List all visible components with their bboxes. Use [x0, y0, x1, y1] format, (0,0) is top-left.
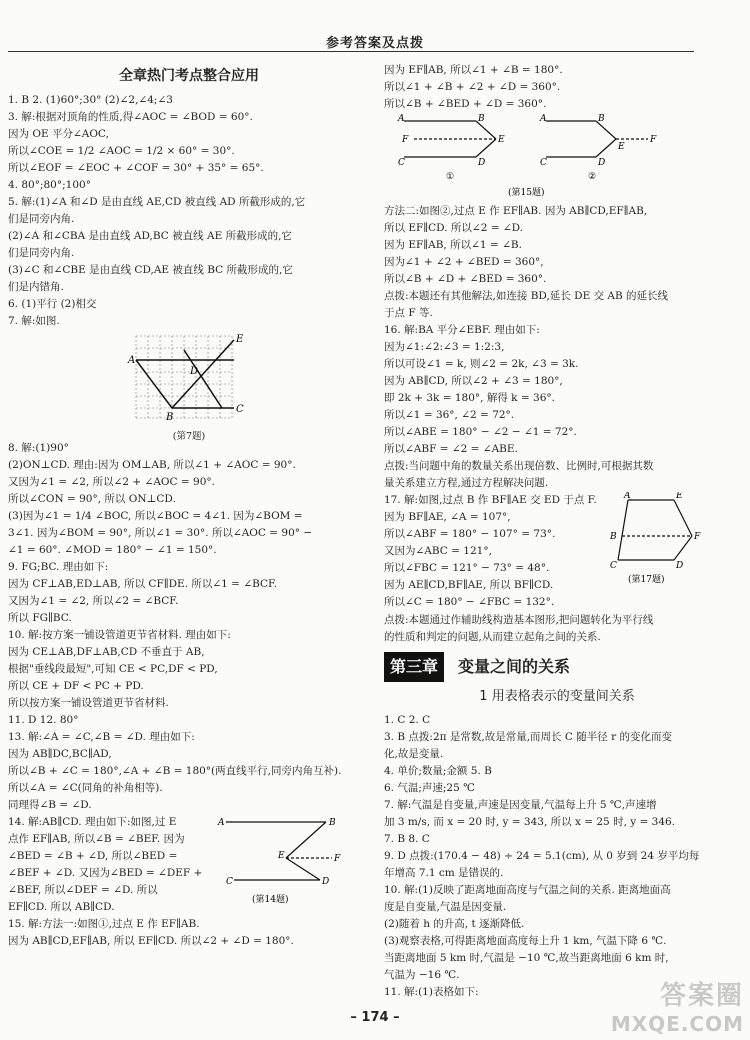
- text-line: 所以∠C = 180° − ∠FBC = 132°.: [384, 596, 555, 608]
- text-line: 点拨:本题还有其他解法,如连接 BD,延长 DE 交 AB 的延长线: [384, 290, 669, 302]
- text-line: 点拨:当问题中角的数量关系出现倍数、比例时,可根据其数: [384, 460, 654, 472]
- figure-7-caption: (第7题): [172, 431, 206, 442]
- text-line: 5. 解:(1)∠A 和∠D 是由直线 AE,CD 被直线 AD 所截形成的,它: [8, 196, 306, 208]
- svg-text:E: E: [236, 334, 244, 345]
- text-line: 所以∠A = ∠C(同角的补角相等).: [8, 782, 163, 794]
- text-line: (2)∠A 和∠CBA 是由直线 AD,BC 被直线 AE 所截形成的,它: [8, 230, 292, 242]
- text-line: 11. D 12. 80°: [8, 714, 79, 726]
- svg-text:E: E: [618, 142, 625, 152]
- text-line: 所以可设∠1 = k, 则∠2 = 2k, ∠3 = 3k.: [384, 358, 579, 370]
- text-line: 所以 FG∥BC.: [8, 612, 72, 624]
- text-line: 量关系建立方程,通过方程解决问题.: [384, 477, 549, 489]
- figure-14: [216, 814, 366, 914]
- text-line: 10. 解:(1)反映了距离地面高度与气温之间的关系. 距离地面高: [384, 884, 671, 896]
- figure-15: [384, 113, 730, 203]
- text-line: 于点 F 等.: [384, 307, 433, 319]
- svg-text:D: D: [190, 366, 199, 377]
- svg-text:D: D: [478, 158, 486, 168]
- left-block-a: [8, 92, 370, 330]
- text-line: 又因为∠1 = ∠2, 所以∠2 = ∠BCF.: [8, 595, 179, 607]
- text-line: 年增高 7.1 cm 是错误的.: [384, 867, 504, 879]
- text-line: 所以∠B + ∠C = 180°,∠A + ∠B = 180°(两直线平行,同旁内角互补).: [8, 765, 342, 777]
- watermark-line1: 答案圈: [659, 981, 744, 1011]
- svg-text:B: B: [166, 412, 174, 423]
- text-line: 所以∠1 + ∠B + ∠2 + ∠D = 360°.: [384, 81, 561, 93]
- text-line: 所以 CE + DF < PC + PD.: [8, 680, 144, 692]
- text-line: 气温为 −16 ℃.: [384, 969, 460, 981]
- header-rule: [8, 51, 694, 52]
- svg-text:F: F: [650, 135, 657, 145]
- text-line: 10. 解:按方案一铺设管道更节省材料. 理由如下:: [8, 629, 231, 641]
- svg-text:D: D: [322, 877, 330, 887]
- text-line: 11. 解:(1)表格如下:: [384, 986, 479, 998]
- left-block-14: [8, 814, 218, 916]
- text-line: 的性质和判定的问题,从而建立起角之间的关系.: [384, 631, 601, 643]
- figure-17: [610, 492, 730, 592]
- text-line: 所以 EF∥CD. 所以∠2 = ∠D.: [384, 222, 524, 234]
- figure-17-caption: (第17题): [628, 575, 665, 585]
- svg-text:A: A: [398, 114, 405, 124]
- text-line: 因为 AB∥CD,EF∥AB, 所以 EF∥CD. 所以∠2 + ∠D = 180°.: [8, 935, 294, 947]
- text-line: 3∠1. 因为∠BOM = 90°, 所以∠1 = 30°. 所以∠AOC = 90° −: [8, 527, 313, 539]
- svg-text:E: E: [676, 492, 683, 501]
- right-block-b: [384, 203, 730, 492]
- svg-text:A: A: [624, 492, 631, 501]
- chapter-title: 变量之间的关系: [458, 657, 571, 676]
- text-line: 同理得∠B = ∠D.: [8, 799, 92, 811]
- text-line: 15. 解:方法一:如图①,过点 E 作 EF∥AB.: [8, 918, 200, 930]
- text-line: 所以∠ABF = 180° − 107° = 73°.: [384, 528, 556, 540]
- text-line: 因为 AB∥CD, 所以∠2 + ∠3 = 180°,: [384, 375, 563, 387]
- text-line: 所以∠B + ∠BED + ∠D = 360°.: [384, 98, 547, 110]
- text-line: 所以∠COE = 1/2 ∠AOC = 1/2 × 60° = 30°.: [8, 145, 235, 157]
- chapter-number: 第三章: [384, 652, 444, 682]
- text-line: 7. B 8. C: [384, 833, 430, 845]
- svg-text:E: E: [498, 135, 505, 145]
- text-line: 所以∠ABF = ∠2 = ∠ABE.: [384, 443, 518, 455]
- svg-text:B: B: [610, 532, 617, 542]
- svg-text:C: C: [540, 158, 547, 168]
- text-line: 所以∠EOF = ∠EOC + ∠COF = 30° + 35° = 65°.: [8, 162, 264, 174]
- text-line: ∠BEF, 所以∠DEF = ∠D. 所以: [8, 884, 158, 896]
- text-line: 8. 解:(1)90°: [8, 442, 69, 454]
- svg-text:C: C: [236, 404, 244, 415]
- problem-17: [384, 492, 730, 612]
- left-column: [8, 62, 370, 950]
- text-line: (3)观察表格,可得距离地面高度每上升 1 km, 气温下降 6 ℃.: [384, 935, 667, 947]
- svg-text:A: A: [540, 114, 547, 124]
- text-line: ∠BED = ∠B + ∠D, 所以∠BED =: [8, 850, 178, 862]
- text-line: ∠1 = 60°. ∠MOD = 180° − ∠1 = 150°.: [8, 544, 217, 556]
- text-line: (3)因为∠1 = 1/4 ∠BOC, 所以∠BOC = 4∠1. 因为∠BOM =: [8, 510, 303, 522]
- text-line: 又因为∠1 = ∠2, 所以∠2 + ∠AOC = 90°.: [8, 476, 216, 488]
- watermark-line2: MXQE.COM: [610, 1012, 744, 1036]
- text-line: 因为∠1:∠2:∠3 = 1:2:3,: [384, 341, 505, 353]
- svg-text:F: F: [334, 854, 341, 864]
- text-line: 们是同旁内角.: [8, 213, 75, 225]
- text-line: 9. FG;BC. 理由如下:: [8, 561, 109, 573]
- text-line: 4. 单价;数量;金额 5. B: [384, 765, 492, 777]
- text-line: 化,故是变量.: [384, 748, 444, 760]
- svg-text:D: D: [676, 561, 684, 571]
- text-line: 4. 80°;80°;100°: [8, 179, 91, 191]
- text-line: 所以∠ABE = 180° − ∠2 − ∠1 = 72°.: [384, 426, 577, 438]
- text-line: 所以∠FBC = 121° − 73° = 48°.: [384, 562, 550, 574]
- left-heading: 全章热门考点整合应用: [119, 68, 259, 84]
- text-line: 16. 解:BA 平分∠EBF. 理由如下:: [384, 324, 540, 336]
- svg-text:F: F: [402, 135, 409, 145]
- svg-text:C: C: [610, 561, 617, 571]
- left-block-c: [8, 916, 370, 950]
- text-line: 6. (1)平行 (2)相交: [8, 298, 97, 310]
- figure-15-caption: (第15题): [508, 188, 545, 198]
- text-line: 加 3 m/s, 而 x = 20 时, y = 343, 所以 x = 25 时, y = 346.: [384, 816, 676, 828]
- text-line: 17. 解:如图,过点 B 作 BF∥AE 交 ED 于点 F.: [384, 494, 597, 506]
- figure-7: [8, 330, 370, 440]
- text-line: 7. 解:如图.: [8, 315, 60, 327]
- figure-14-caption: (第14题): [252, 895, 289, 905]
- text-line: 所以∠B + ∠D + ∠BED = 360°.: [384, 273, 547, 285]
- figure-15-diagrams: [384, 113, 730, 203]
- section-title: 1 用表格表示的变量间关系: [479, 689, 635, 704]
- text-line: 3. B 点拨:2π 是常数,故是常量,而周长 C 随半径 r 的变化而变: [384, 731, 672, 743]
- text-line: (2)ON⊥CD. 理由:因为 OM⊥AB, 所以∠1 + ∠AOC = 90°.: [8, 459, 296, 471]
- text-line: 根据"垂线段最短",可知 CE < PC,DF < PD,: [8, 663, 218, 675]
- chapter-heading: [384, 652, 730, 682]
- text-line: 3. 解:根据对顶角的性质,得∠AOC = ∠BOD = 60°.: [8, 111, 253, 123]
- text-line: 点作 EF∥AB, 所以∠B = ∠BEF. 因为: [8, 833, 185, 845]
- right-column: [384, 62, 730, 1001]
- right-block-c: [384, 712, 730, 1001]
- text-line: 因为 EF∥AB, 所以∠1 + ∠B = 180°.: [384, 64, 563, 76]
- text-line: 14. 解:AB∥CD. 理由如下:如图,过 E: [8, 816, 177, 828]
- right-block-a: [384, 62, 730, 113]
- text-line: 因为∠1 + ∠2 + ∠BED = 360°,: [384, 256, 544, 268]
- text-line: (3)∠C 和∠CBE 是由直线 CD,AE 被直线 BC 所截形成的,它: [8, 264, 293, 276]
- figure-15-sub2: ②: [588, 172, 597, 182]
- text-line: ∠BEF + ∠D. 又因为∠BED = ∠DEF +: [8, 867, 203, 879]
- text-line: (2)随着 h 的升高, t 逐渐降低.: [384, 918, 525, 930]
- text-line: EF∥CD. 所以 AB∥CD.: [8, 901, 115, 913]
- text-line: 所以按方案一铺设管道更节省材料.: [8, 697, 169, 709]
- svg-text:B: B: [329, 818, 336, 828]
- svg-text:A: A: [218, 818, 225, 828]
- left-block-b: [8, 440, 370, 814]
- page-number: – 174 –: [350, 1010, 400, 1025]
- svg-text:C: C: [226, 877, 233, 887]
- text-line: 即 2k + 3k = 180°, 解得 k = 36°.: [384, 392, 555, 404]
- problem-14: [8, 814, 370, 916]
- figure-15-sub1: ①: [446, 172, 455, 182]
- text-line: 点拨:本题通过作辅助线构造基本图形,把问题转化为平行线: [384, 614, 654, 626]
- text-line: 度是自变量,气温是因变量.: [384, 901, 507, 913]
- text-line: 所以∠CON = 90°, 所以 ON⊥CD.: [8, 493, 176, 505]
- text-line: 所以∠1 = 36°, ∠2 = 72°.: [384, 409, 515, 421]
- text-line: 6. 气温;声速;25 ℃: [384, 782, 475, 794]
- text-line: 方法二:如图②,过点 E 作 EF∥AB. 因为 AB∥CD,EF∥AB,: [384, 205, 648, 217]
- text-line: 因为 CF⊥AB,ED⊥AB, 所以 CF∥DE. 所以∠1 = ∠BCF.: [8, 578, 278, 590]
- text-line: 因为 OE 平分∠AOC,: [8, 128, 109, 140]
- text-line: 当距离地面 5 km 时,气温是 −10 ℃,故当距离地面 6 km 时,: [384, 952, 669, 964]
- text-line: 又因为∠ABC = 121°,: [384, 545, 492, 557]
- watermark: [611, 975, 744, 1036]
- text-line: 1. C 2. C: [384, 714, 431, 726]
- figure-7-grid: [8, 330, 370, 426]
- svg-text:B: B: [478, 114, 485, 124]
- text-line: 因为 CE⊥AB,DF⊥AB,CD 不垂直于 AB,: [8, 646, 205, 658]
- text-line: 们是内错角.: [8, 281, 64, 293]
- text-line: 因为 EF∥AB, 所以∠1 = ∠B.: [384, 239, 522, 251]
- text-line: 1. B 2. (1)60°;30° (2)∠2,∠4;∠3: [8, 94, 173, 106]
- header-title: 参考答案及点拨: [325, 36, 424, 51]
- svg-text:A: A: [128, 355, 136, 366]
- text-line: 13. 解:∠A = ∠C,∠B = ∠D. 理由如下:: [8, 731, 195, 743]
- text-line: 因为 AB∥DC,BC∥AD,: [8, 748, 112, 760]
- svg-text:C: C: [398, 158, 405, 168]
- svg-text:D: D: [598, 158, 606, 168]
- text-line: 9. D 点拨:(170.4 − 48) ÷ 24 = 5.1(cm), 从 0 岁到 24 岁平均每: [384, 850, 700, 862]
- text-line: 因为 AE∥CD,BF∥AE, 所以 BF∥CD.: [384, 579, 554, 591]
- text-line: 因为 BF∥AE, ∠A = 107°,: [384, 511, 511, 523]
- page-header: [0, 0, 750, 54]
- svg-text:B: B: [598, 114, 605, 124]
- text-line: 们是同旁内角.: [8, 247, 75, 259]
- svg-text:E: E: [278, 851, 285, 861]
- right-block-17b: [384, 612, 730, 646]
- text-line: 7. 解:气温是自变量,声速是因变量,气温每上升 5 ℃,声速增: [384, 799, 657, 811]
- svg-text:F: F: [694, 532, 701, 542]
